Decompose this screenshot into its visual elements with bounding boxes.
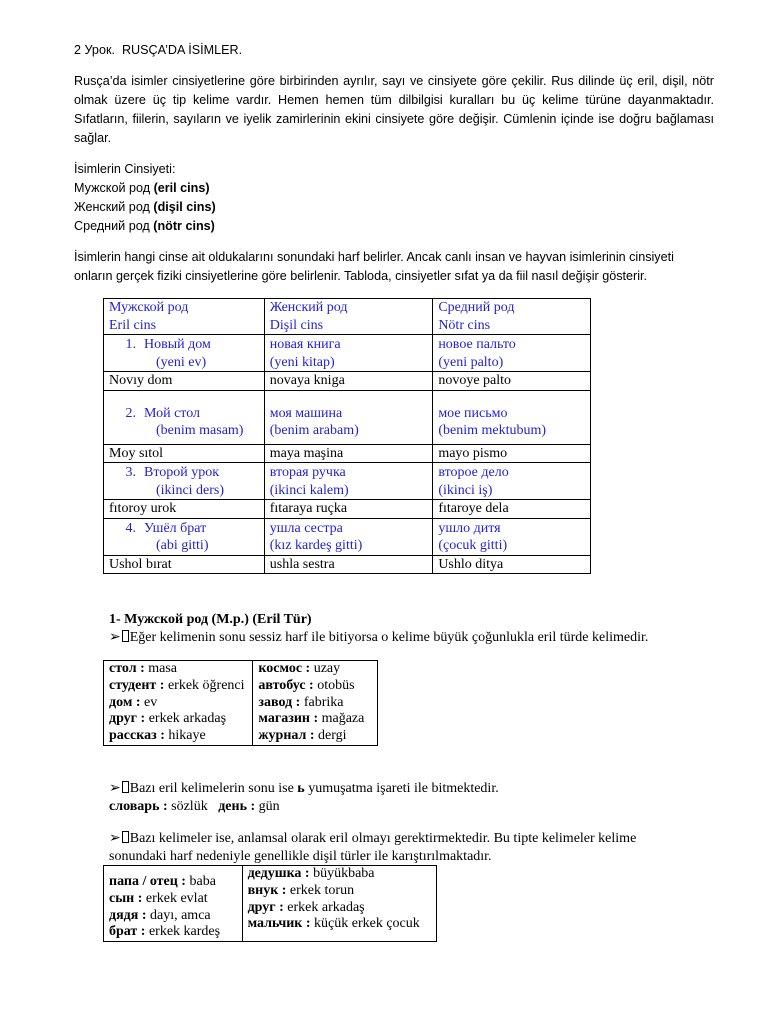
bullet-paragraph (109, 628, 669, 646)
cell-ru: Мой стол (144, 405, 201, 421)
table-cell (264, 518, 433, 555)
row-number: 1. (125, 337, 136, 352)
table-row (104, 444, 591, 463)
bullet-text: Bazı kelimeler ise, anlamsal olarak eril olmayı gerektirmektedir. Bu tipte kelimeler kelime sonundaki harf nedeniyle genellikle dişil türler ile karıştırılmaktadır. (109, 831, 637, 864)
table-row (104, 518, 591, 555)
arrow-bullet-icon: ➢ (109, 630, 121, 645)
bullet-paragraph (109, 780, 669, 798)
gender-examples-table (103, 298, 591, 574)
cell-tr: (ikinci iş) (438, 482, 493, 498)
cell-ru: ушла сестра (269, 520, 343, 536)
table-cell (264, 335, 433, 372)
cell-tr: (çocuk gitti) (438, 538, 508, 553)
cell-tr: (yeni ev) (156, 354, 207, 370)
word-entry: мальчик : küçük erkek çocuk (247, 916, 420, 932)
word-entry: магазин : mağaza (258, 711, 365, 727)
word-list-cell (104, 866, 243, 942)
gender-tr: (dişil cins) (153, 200, 216, 214)
table-cell (264, 463, 433, 500)
word-entry: дом : ev (109, 694, 158, 710)
row-number: 4. (125, 520, 136, 536)
soft-sign: ь (297, 781, 305, 796)
cell-tr: (abi gitti) (156, 538, 209, 553)
translit-cell: novaya kniga (264, 372, 433, 391)
missing-glyph-icon (122, 630, 129, 642)
intro-paragraph: Rusça’da isimler cinsiyetlerine göre birbirinden ayrılır, sayı ve cinsiyete göre çekilir. Rus dilinde üç eril, dişil, nötr olmak üzere üç tip kelime vardır. Hemen hemen tüm dilbilgisi kuralları bu üç kelime türüne dayanmaktadır. Sıfatların, fiilerin, sayıların ve iyelik zamirlerinin ekini cinsiyete göre değişir. Cümlenin içinde ise doğru bağlaması sağlar. (74, 74, 714, 145)
cell-tr: (yeni palto) (438, 354, 504, 370)
gender-ru: Средний род (74, 219, 154, 233)
gender-ru: Женский род (74, 200, 154, 214)
table-row (104, 661, 378, 746)
translit-cell: fıtaraya ruçka (264, 500, 433, 519)
header-cell (433, 299, 591, 335)
arrow-bullet-icon: ➢ (109, 781, 121, 796)
cell-ru: второе дело (438, 465, 509, 480)
word-entry: автобус : otobüs (258, 677, 355, 693)
table-row (104, 335, 591, 372)
header-tr: Eril cins (109, 317, 157, 333)
example-line: словарь : sözlük день : gün (109, 798, 280, 814)
word-entry: папа / отец : baba (109, 874, 216, 889)
table-cell (104, 335, 265, 372)
table-cell (104, 518, 265, 555)
section-heading: 1- Мужской род (М.р.) (Eril Tür) (109, 612, 312, 627)
word-entry: внук : erkek torun (247, 882, 355, 898)
cell-ru: ушло дитя (438, 520, 501, 536)
header-ru: Средний род (438, 300, 515, 315)
translit-cell: maya maşina (264, 444, 433, 463)
translit-cell: fıtaroye dela (433, 500, 591, 519)
translit-cell: ushla sestra (264, 555, 433, 574)
word-entry: дядя : dayı, amca (109, 907, 211, 923)
word-list-cell (253, 661, 378, 746)
header-cell (264, 299, 433, 335)
cell-ru: Новый дом (144, 337, 211, 352)
table-row (104, 463, 591, 500)
row-number: 3. (125, 465, 136, 480)
bullet-text: Bazı eril kelimelerin sonu ise (129, 781, 298, 796)
gender-ru: Мужской род (74, 181, 154, 195)
word-entry: космос : uzay (258, 661, 341, 676)
cell-ru: вторая ручка (269, 465, 346, 480)
cell-ru: Второй урок (144, 465, 220, 480)
intro-section (74, 72, 714, 148)
translit-cell: novoye palto (433, 372, 591, 391)
translit-cell: fıtoroy urok (104, 500, 265, 519)
word-entry: дедушка : büyükbaba (247, 866, 375, 881)
word-entry: сын : erkek evlat (109, 890, 208, 906)
translit-cell: Moy sıtol (104, 444, 265, 463)
cell-ru: Ушёл брат (144, 520, 207, 536)
table-cell (104, 463, 265, 500)
table-cell (264, 390, 433, 444)
gender-list (74, 160, 714, 236)
header-ru: Мужской род (109, 300, 189, 315)
gender-tr: (eril cins) (153, 181, 210, 195)
gender-list-heading: İsimlerin Cinsiyeti: (74, 162, 176, 176)
section-masculine (109, 611, 669, 646)
word-entry: стол : masa (109, 661, 178, 676)
translit-cell: mayo pismo (433, 444, 591, 463)
word-entry: брат : erkek kardeş (109, 924, 221, 940)
cell-ru: мое письмо (438, 405, 508, 421)
word-entry: рассказ : hikaye (109, 728, 206, 744)
word-entry: завод : fabrika (258, 694, 344, 710)
bullet-text: yumuşatma işareti ile bitmektedir. (304, 781, 499, 796)
masculine-words-table (103, 660, 378, 746)
cell-tr: (ikinci kalem) (269, 482, 349, 498)
table-header-row (104, 299, 591, 335)
cell-tr: (benim masam) (156, 423, 244, 438)
section-soft-sign (109, 780, 669, 815)
bullet-paragraph (109, 830, 669, 865)
cell-tr: (benim arabam) (269, 423, 359, 438)
word-entry: журнал : dergi (258, 728, 347, 744)
word-entry: друг : erkek arkadaş (247, 899, 365, 915)
translit-cell: Ushol bırat (104, 555, 265, 574)
header-tr: Nötr cins (438, 317, 491, 333)
cell-tr: (yeni kitap) (269, 354, 335, 370)
arrow-bullet-icon: ➢ (109, 831, 121, 846)
hint-paragraph: İsimlerin hangi cinse ait oldukalarını sonundaki harf belirler. Ancak canlı insan ve hayvan isimlerinin cinsiyeti onların gerçek fiziki cinsiyetlerine göre belirlenir. Tabloda, cinsiyetler sıfat ya da fiil nasıl değişir gösterir. (74, 250, 674, 283)
word-entry: студент : erkek öğrenci (109, 677, 245, 693)
cell-tr: (benim mektubum) (438, 423, 547, 438)
table-row (104, 390, 591, 444)
table-cell (104, 390, 265, 444)
table-cell (433, 518, 591, 555)
translit-cell: Ushlo ditya (433, 555, 591, 574)
table-cell (433, 390, 591, 444)
word-entry: друг : erkek arkadaş (109, 711, 227, 727)
missing-glyph-icon (122, 781, 129, 793)
table-cell (433, 335, 591, 372)
translit-cell: Novıy dom (104, 372, 265, 391)
gender-item (74, 217, 714, 236)
cell-tr: (ikinci ders) (156, 482, 225, 498)
bullet-text: Eğer kelimenin sonu sessiz harf ile bitiyorsa o kelime büyük çoğunlukla eril türde kelimedir. (129, 630, 649, 645)
table-cell (433, 463, 591, 500)
table-row (104, 500, 591, 519)
section-semantic-masculine (109, 830, 669, 865)
table-row (104, 372, 591, 391)
word-list-cell (242, 866, 436, 942)
header-cell (104, 299, 265, 335)
missing-glyph-icon (122, 831, 129, 843)
cell-ru: новая книга (269, 337, 341, 352)
cell-ru: новое пальто (438, 337, 516, 352)
row-number: 2. (125, 405, 136, 421)
table-row (104, 555, 591, 574)
gender-tr: (nötr cins) (153, 219, 215, 233)
cell-ru: моя машина (269, 405, 343, 421)
semantic-masculine-table (103, 865, 437, 942)
header-tr: Dişil cins (269, 317, 324, 333)
gender-item (74, 198, 714, 217)
header-ru: Женский род (269, 300, 348, 315)
table-row (104, 866, 437, 942)
page-title: 2 Урок. RUSÇA’DA İSİMLER. (74, 43, 243, 57)
word-list-cell (104, 661, 253, 746)
cell-tr: (kız kardeş gitti) (269, 538, 363, 553)
gender-item (74, 179, 714, 198)
